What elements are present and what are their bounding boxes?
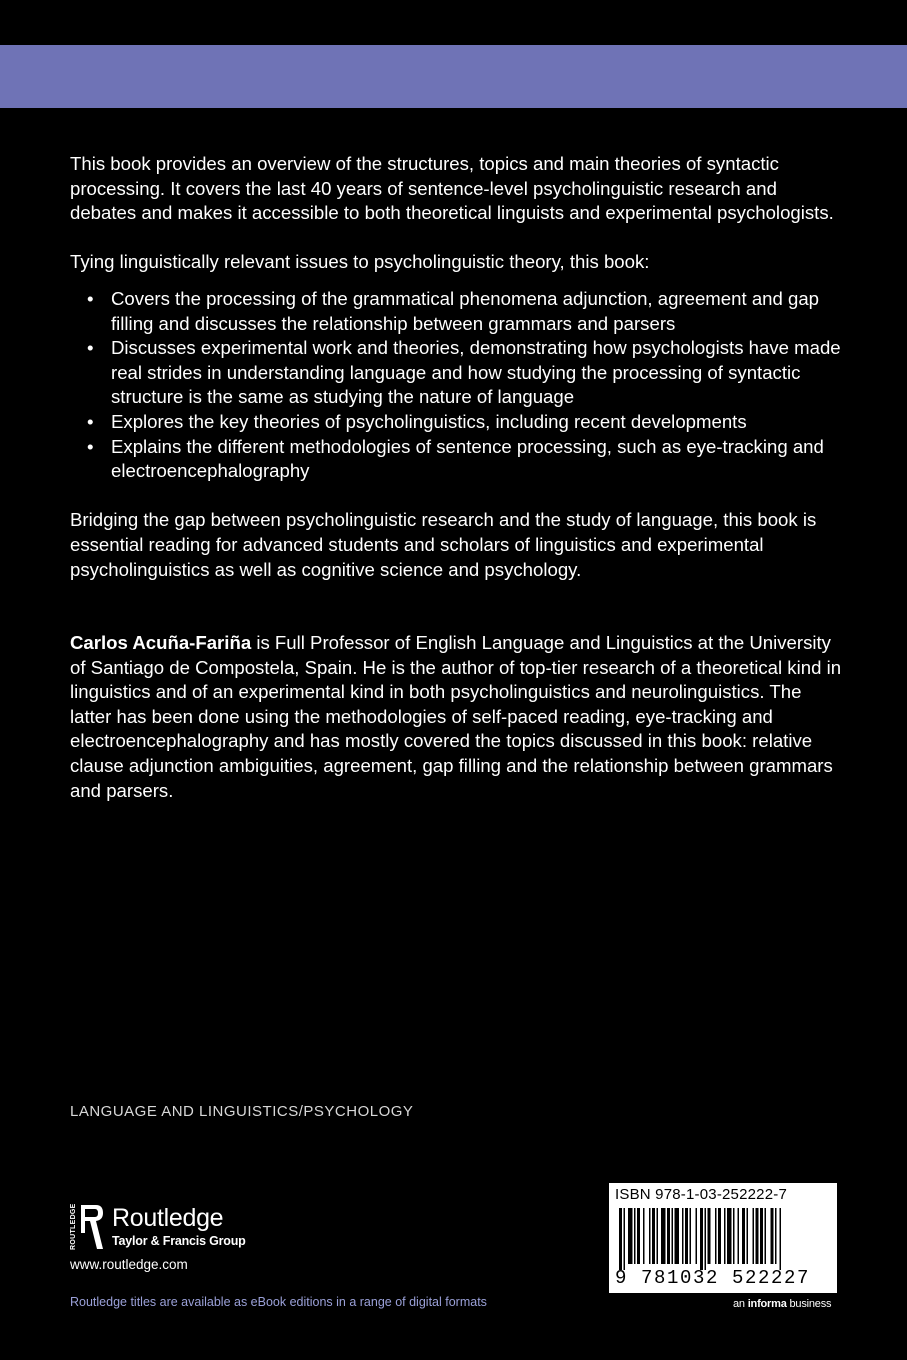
- barcode-digits: 9 781032 522227: [615, 1267, 811, 1289]
- feature-list: [70, 287, 845, 484]
- barcode-bar: [696, 1208, 698, 1264]
- logo-vertical-text: ROUTLEDGE: [70, 1203, 77, 1251]
- informa-brand: informa: [747, 1298, 787, 1310]
- barcode-bar: [780, 1208, 782, 1270]
- routledge-r-icon: [70, 1203, 104, 1251]
- barcode-bar: [724, 1208, 726, 1264]
- barcode-bar: [649, 1208, 651, 1264]
- barcode-bar: [643, 1208, 645, 1264]
- list-item: • Covers the processing of the grammatical phenomena adjunction, agreement and gap filling and discusses the relationship between grammars and parsers: [70, 287, 845, 336]
- list-item: • Discusses experimental work and theories, demonstrating how psychologists have made real strides in understanding language and how studying the processing of syntactic structure is the same as studying the nature of language: [70, 336, 845, 410]
- barcode-bar: [700, 1208, 703, 1270]
- barcode-bar: [708, 1208, 711, 1264]
- barcode-bar: [753, 1208, 755, 1264]
- top-color-band: [0, 45, 907, 108]
- barcode-bar: [682, 1208, 684, 1264]
- ebook-note: Routledge titles are available as eBook editions in a range of digital formats: [70, 1295, 487, 1309]
- informa-tagline: [733, 1298, 831, 1310]
- publisher-website: www.routledge.com: [70, 1257, 188, 1272]
- barcode-bar: [661, 1208, 666, 1264]
- intro-paragraph: This book provides an overview of the structures, topics and main theories of syntactic processing. It covers the last 40 years of sentence-level psycholinguistic research and debates and makes it accessible to both theoretical linguists and experimental psychologists.: [70, 153, 834, 224]
- barcode-bar: [624, 1208, 626, 1270]
- barcode-bar: [765, 1208, 767, 1264]
- subject-category: LANGUAGE AND LINGUISTICS/PSYCHOLOGY: [70, 1103, 414, 1120]
- barcode-bar: [705, 1208, 707, 1270]
- informa-suffix: business: [786, 1298, 832, 1310]
- barcode-bar: [727, 1208, 732, 1264]
- list-item: • Explains the different methodologies of sentence processing, such as eye-tracking and electroencephalography: [70, 435, 845, 484]
- barcode-bar: [760, 1208, 763, 1264]
- lead-paragraph: Tying linguistically relevant issues to psycholinguistic theory, this book:: [70, 251, 650, 273]
- barcode-bar: [742, 1208, 745, 1264]
- barcode-bar: [733, 1208, 735, 1264]
- barcode-bar: [637, 1208, 640, 1264]
- barcode-bar: [652, 1208, 655, 1264]
- closing-paragraph: Bridging the gap between psycholinguistic research and the study of language, this book is essential reading for advanced students and scholars of linguistics and experimental psycholinguistics as well as cognitive science and psychology.: [70, 509, 817, 580]
- barcode-bar: [619, 1208, 622, 1270]
- author-bio: [70, 631, 845, 803]
- barcode-bar: [771, 1208, 774, 1264]
- barcode-bar: [672, 1208, 674, 1264]
- barcode-bars: [619, 1208, 827, 1270]
- barcode-bar: [718, 1208, 721, 1264]
- isbn-label: ISBN 978-1-03-252222-7: [615, 1186, 788, 1203]
- barcode-bar: [775, 1208, 777, 1264]
- barcode-bar: [657, 1208, 659, 1264]
- barcode-bar: [634, 1208, 636, 1264]
- barcode-bar: [738, 1208, 740, 1264]
- routledge-logo: [70, 1203, 270, 1255]
- barcode-bar: [675, 1208, 680, 1264]
- publisher-group: Taylor & Francis Group: [112, 1234, 246, 1248]
- author-bio-text: is Full Professor of English Language and Linguistics at the University of Santiago de Compostela, Spain. He is the author of top-tier research of a theoretical kind in linguistics and of an experimental kind in both psycholinguistics and neurolinguistics. The latter has been done using the methodologies of self-paced reading, eye-tracking and electroencephalography and has mostly covered the topics discussed in this book: relative clause adjunction ambiguities, agreement, gap filling and the relationship between grammars and parsers.: [70, 632, 842, 801]
- publisher-name: Routledge: [112, 1204, 224, 1232]
- informa-prefix: an: [733, 1298, 748, 1310]
- barcode-bar: [628, 1208, 633, 1264]
- isbn-barcode: [609, 1183, 837, 1293]
- back-cover-text: [70, 152, 845, 803]
- author-name: Carlos Acuña-Fariña: [70, 632, 252, 654]
- barcode-bar: [690, 1208, 692, 1264]
- barcode-bar: [756, 1208, 759, 1264]
- barcode-bar: [667, 1208, 670, 1264]
- barcode-bar: [747, 1208, 749, 1264]
- barcode-bar: [685, 1208, 688, 1264]
- barcode-bar: [715, 1208, 717, 1264]
- list-item: • Explores the key theories of psycholinguistics, including recent developments: [70, 410, 845, 435]
